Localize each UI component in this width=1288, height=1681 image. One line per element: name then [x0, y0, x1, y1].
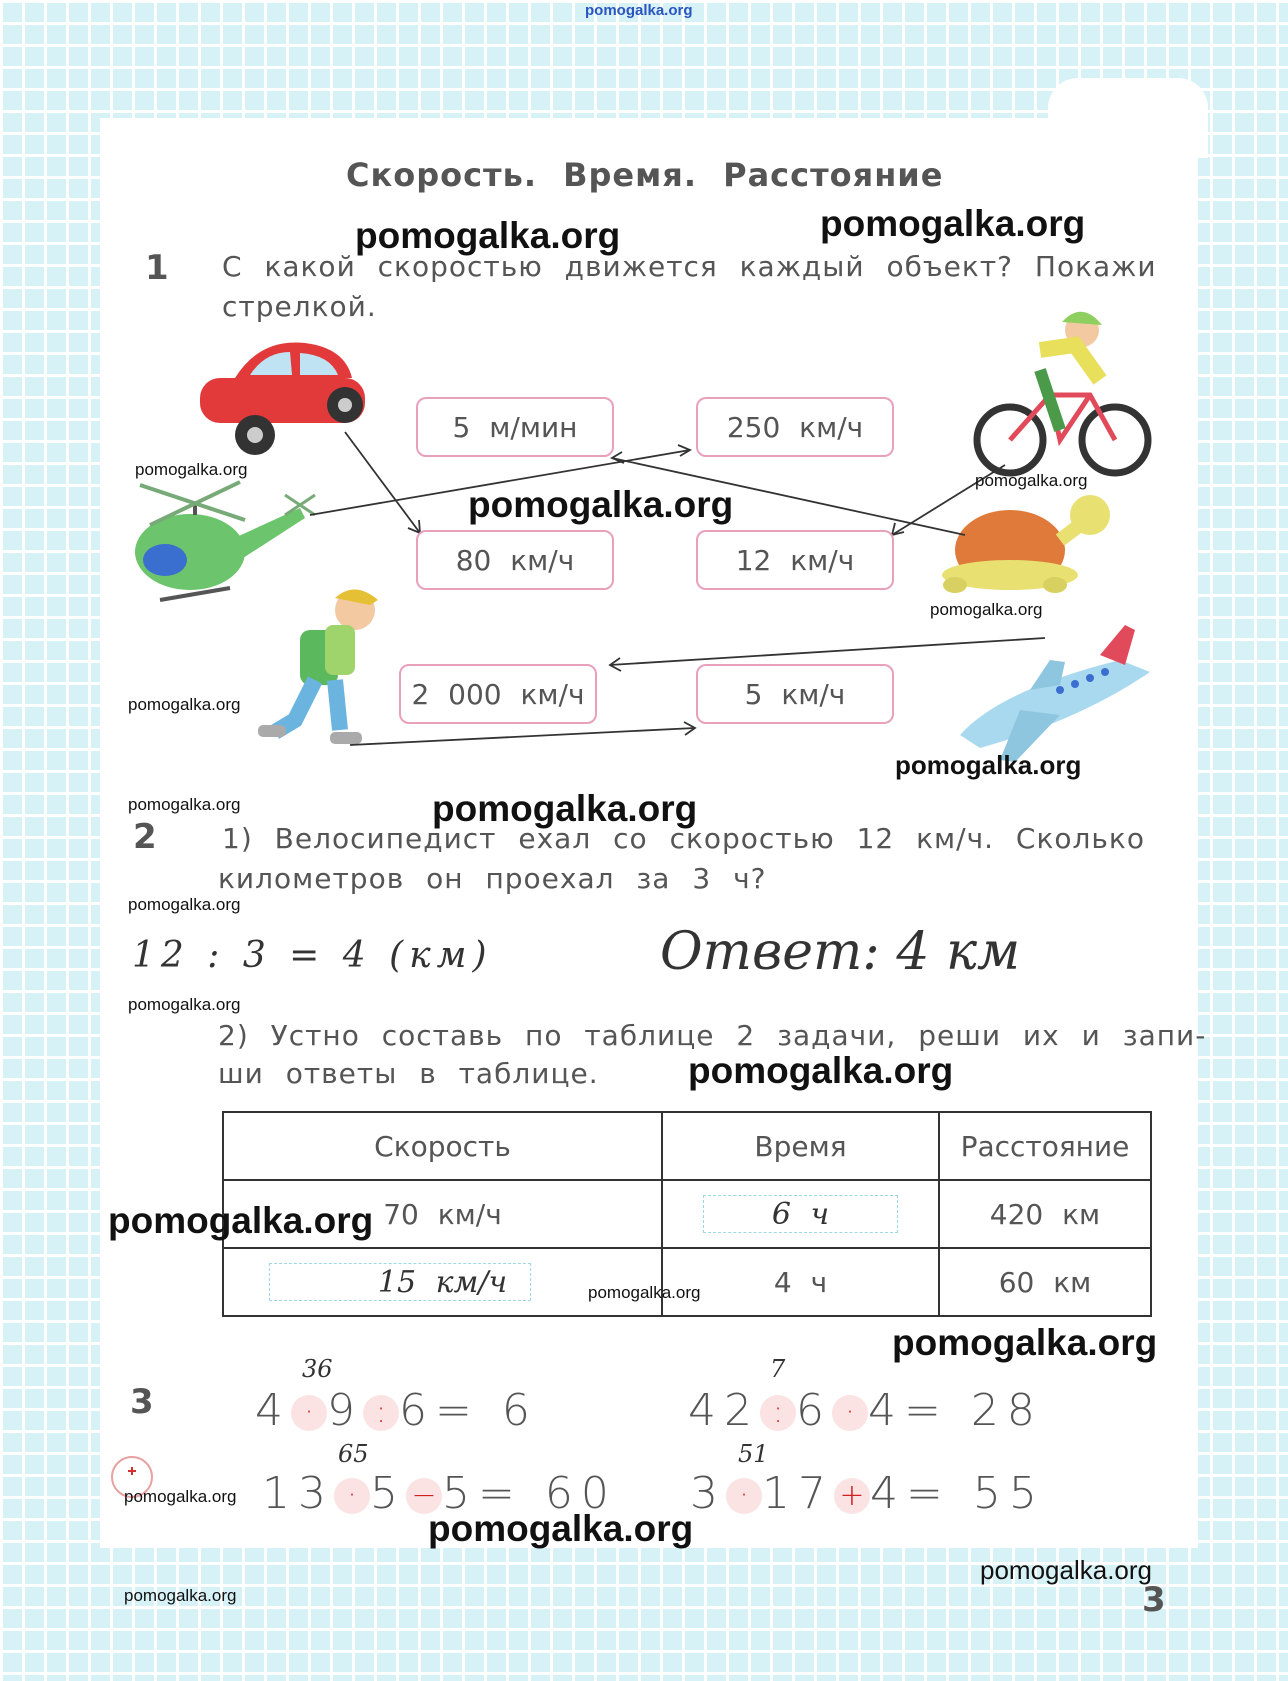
car-icon [200, 342, 365, 455]
operator: : [363, 1395, 399, 1431]
watermark: pomogalka.org [124, 1586, 237, 1605]
operator: : [760, 1395, 796, 1431]
expression-4: 3 · 17 + 4= 55 [690, 1468, 1045, 1519]
cell-distance: 60 км [939, 1248, 1151, 1316]
task2-solution: 12 : 3 = 4 (км) [132, 935, 493, 976]
task1-number: 1 [145, 248, 169, 288]
watermark: pomogalka.org [975, 471, 1088, 490]
watermark: pomogalka.org [432, 788, 698, 829]
note-e2: 7 [770, 1355, 786, 1383]
operator: · [334, 1478, 370, 1514]
watermark: pomogalka.org [588, 1283, 701, 1302]
page-number: 3 [1142, 1580, 1166, 1620]
operator: − [406, 1478, 442, 1514]
watermark: pomogalka.org [128, 895, 241, 914]
task2-part1-line1: 1) Велосипедист ехал со скоростью 12 км/ч. Сколько [222, 822, 1145, 855]
watermark: pomogalka.org [128, 995, 241, 1014]
boy-icon [258, 589, 378, 744]
operator: · [832, 1395, 868, 1431]
watermark: pomogalka.org [108, 1200, 374, 1241]
expression-2: 42 : 6 · 4= 28 [688, 1385, 1043, 1436]
watermark: pomogalka.org [128, 695, 241, 714]
watermark: pomogalka.org [820, 203, 1086, 244]
task1-line1: С какой скоростью движется каждый объект? Покажи [222, 250, 1157, 283]
handwritten-time: 6 ч [771, 1196, 830, 1232]
speed-box-12-kmh: 12 км/ч [696, 530, 894, 590]
watermark: pomogalka.org [892, 1322, 1158, 1363]
task2-part2-line1: 2) Устно составь по таблице 2 задачи, реши их и запи- [218, 1019, 1207, 1052]
speed-box-2000-kmh: 2 000 км/ч [399, 664, 597, 724]
watermark: pomogalka.org [428, 1508, 694, 1549]
watermark: pomogalka.org [128, 795, 241, 814]
task2-part1-line2: километров он проехал за 3 ч? [218, 862, 767, 895]
header-time: Время [662, 1112, 939, 1180]
watermark: pomogalka.org [124, 1487, 237, 1506]
note-e3: 65 [338, 1440, 369, 1468]
speed-box-250-kmh: 250 км/ч [696, 397, 894, 457]
cyclist-icon [977, 312, 1148, 473]
watermark: pomogalka.org [688, 1050, 954, 1091]
cell-time: 4 ч [662, 1248, 939, 1316]
note-e4: 51 [738, 1440, 769, 1468]
airplane-icon [960, 625, 1150, 762]
operator: · [726, 1478, 762, 1514]
operator: + [834, 1478, 870, 1514]
expression-1: 4 · 9 : 6= 6 [255, 1385, 538, 1436]
watermark: pomogalka.org [468, 484, 734, 525]
turtle-icon [942, 495, 1110, 593]
page-title: Скорость. Время. Расстояние [346, 156, 944, 194]
speed-box-5-m-min: 5 м/мин [416, 397, 614, 457]
expression-3: 13 · 5 − 5= 60 [262, 1468, 617, 1519]
speed-box-80-kmh: 80 км/ч [416, 530, 614, 590]
top-watermark: pomogalka.org [585, 2, 693, 19]
watermark: pomogalka.org [355, 215, 621, 256]
note-e1: 36 [302, 1355, 333, 1383]
cell-speed: 70 км/ч [223, 1180, 662, 1248]
watermark: pomogalka.org [895, 750, 1082, 780]
cell-distance: 420 км [939, 1180, 1151, 1248]
header-distance: Расстояние [939, 1112, 1151, 1180]
task2-part2-line2: ши ответы в таблице. [218, 1057, 599, 1090]
cell-time-answer [662, 1180, 939, 1248]
task3-number: 3 [130, 1382, 154, 1422]
cell-speed-answer [223, 1248, 662, 1316]
watermark: pomogalka.org [980, 1555, 1152, 1585]
operator: · [291, 1395, 327, 1431]
header-speed: Скорость [223, 1112, 662, 1180]
helicopter-icon [135, 482, 315, 600]
watermark [1200, 1665, 1207, 1666]
speed-box-5-kmh: 5 км/ч [696, 664, 894, 724]
task2-number: 2 [133, 817, 157, 857]
task2-answer: Ответ: 4 км [660, 922, 1021, 982]
watermark: pomogalka.org [135, 460, 248, 479]
table-row [223, 1248, 1151, 1316]
table-header-row [223, 1112, 1151, 1180]
handwritten-speed: 15 км/ч [377, 1264, 508, 1300]
watermark: pomogalka.org [930, 600, 1043, 619]
task1-line2: стрелкой. [222, 290, 377, 323]
